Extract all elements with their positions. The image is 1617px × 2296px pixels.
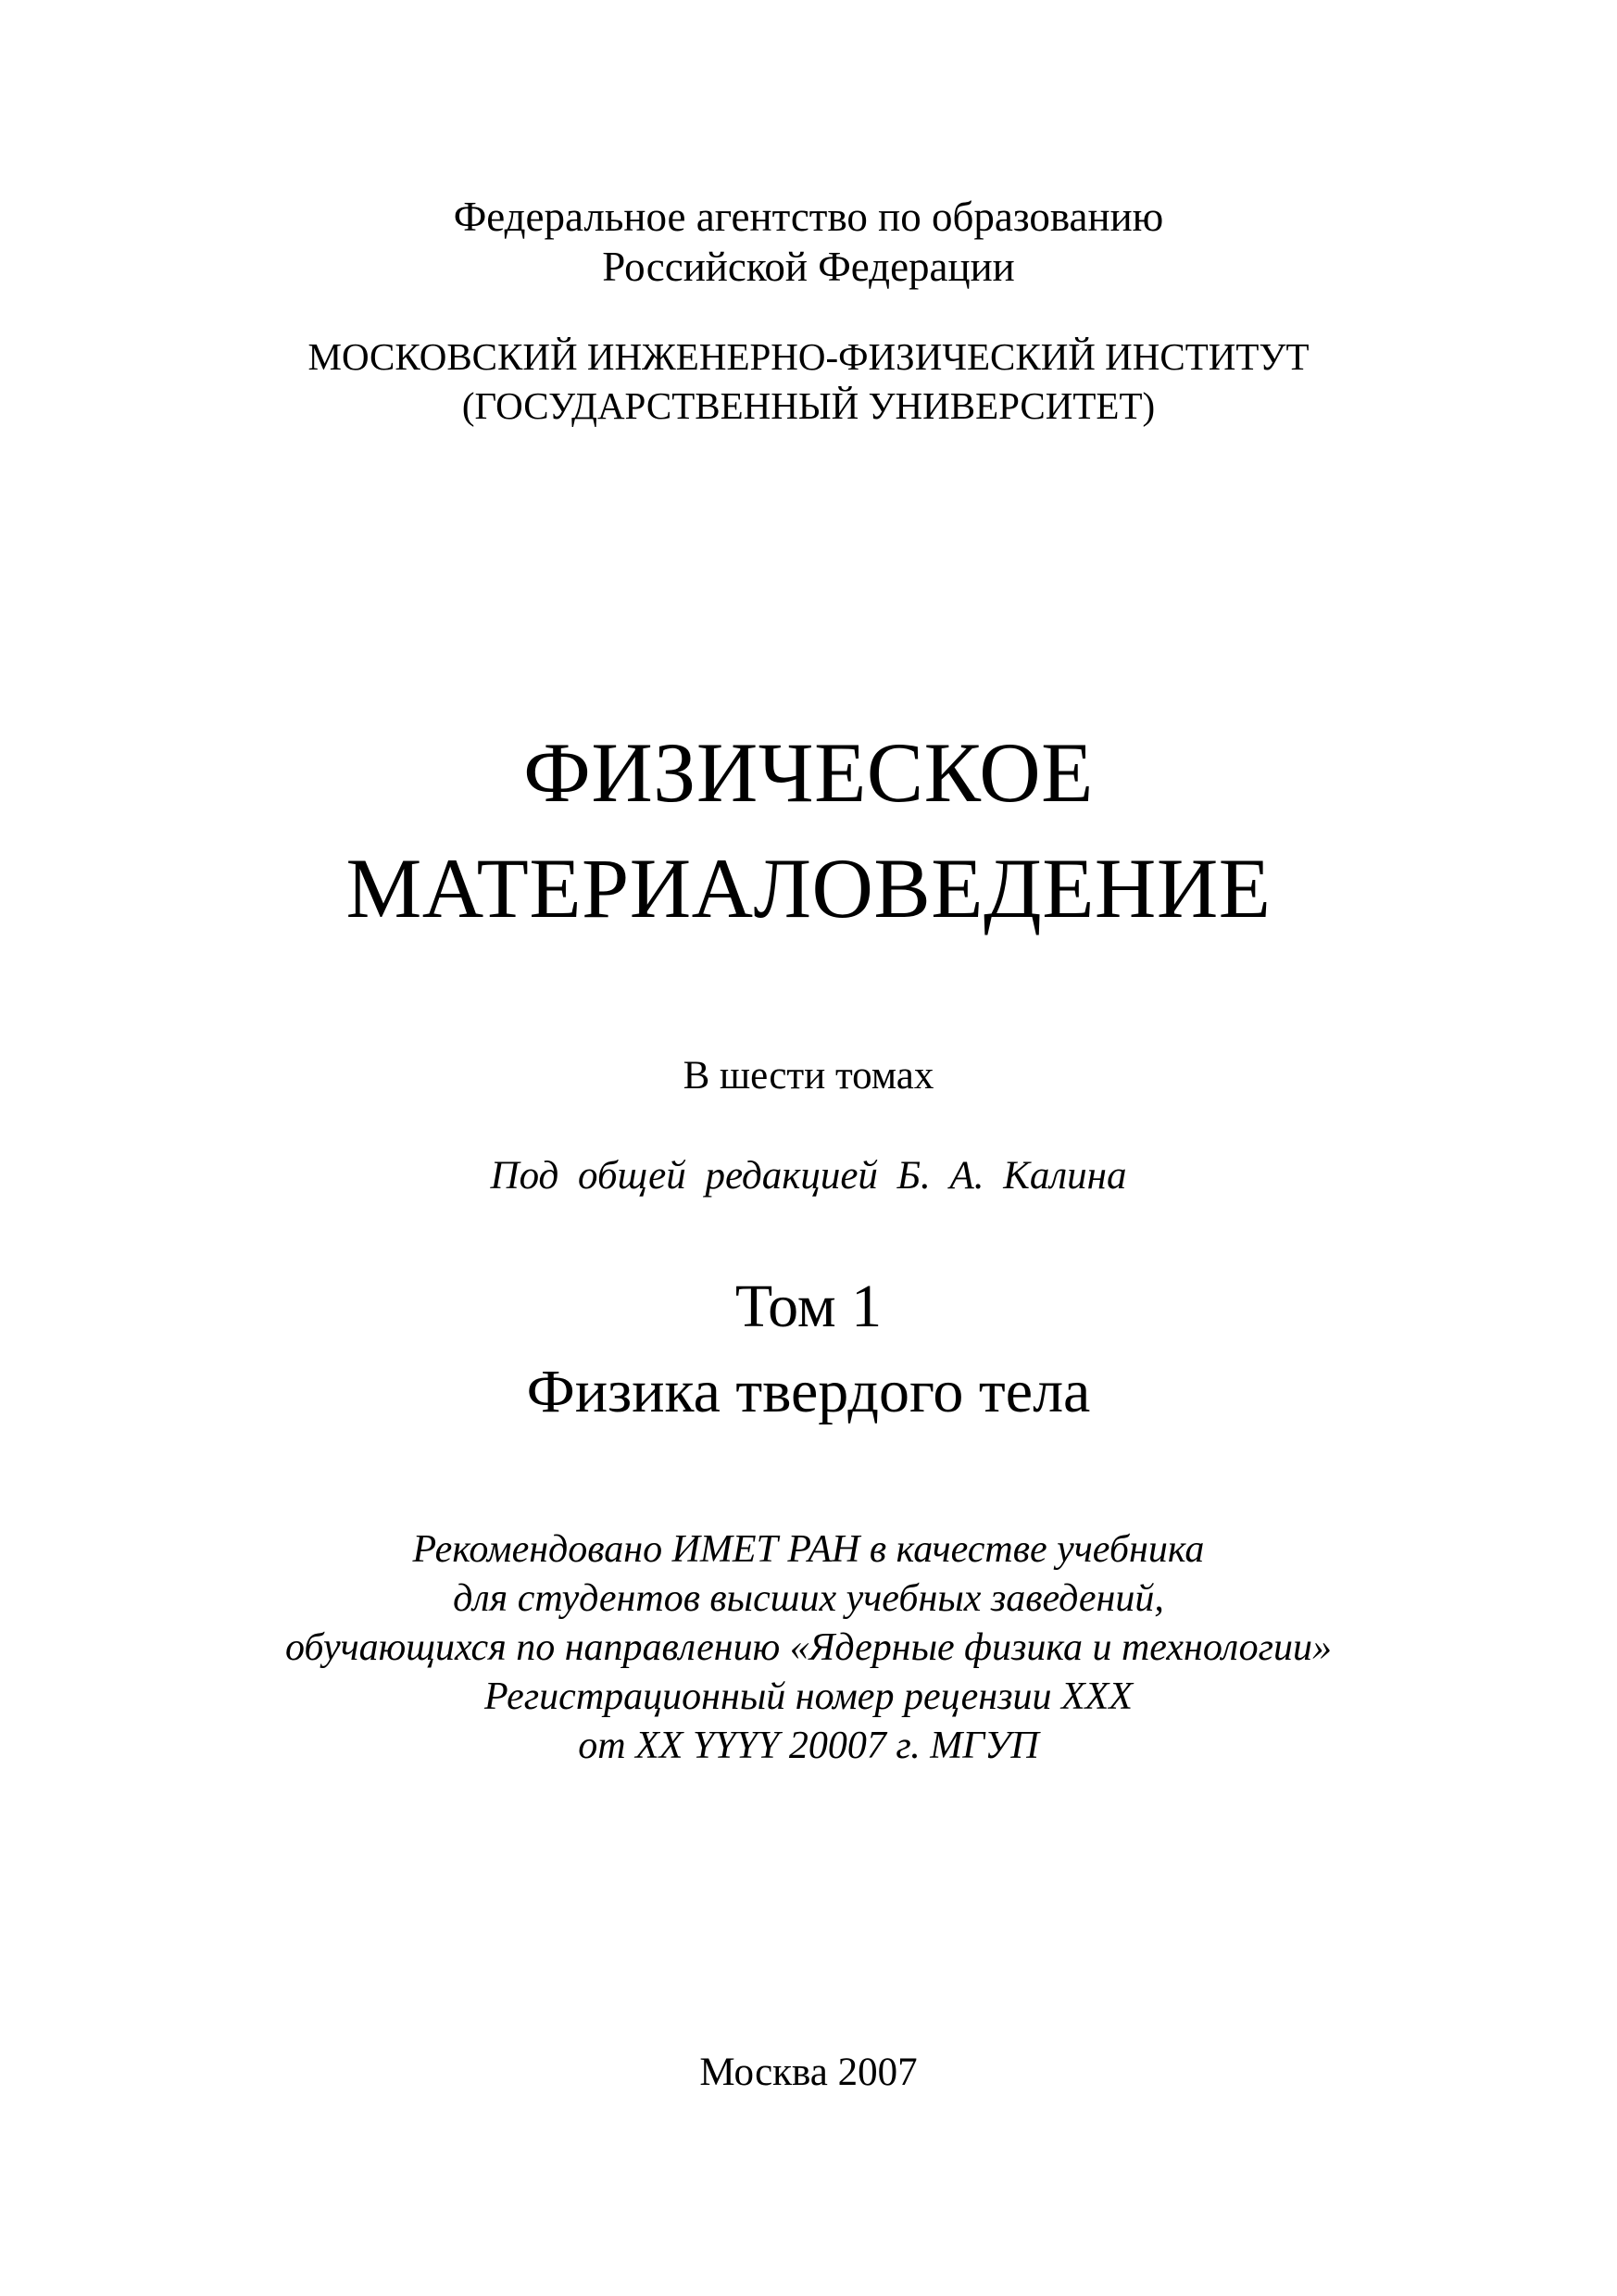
- volume-number: Том 1: [734, 1273, 883, 1340]
- agency-line-2: Российской Федерации: [602, 244, 1015, 290]
- institute-line-2: (ГОСУДАРСТВЕННЫЙ УНИВЕРСИТЕТ): [461, 384, 1156, 427]
- recommendation-line-4: Регистрационный номер рецензии XXX: [484, 1675, 1133, 1718]
- recommendation-line-5: от XX YYYY 20007 г. МГУП: [578, 1725, 1039, 1767]
- recommendation-line-3: обучающихся по направлению «Ядерные физика и технологии»: [284, 1626, 1333, 1669]
- book-title-line-2: МАТЕРИАЛОВЕДЕНИЕ: [345, 841, 1272, 935]
- institute-line-1: МОСКОВСКИЙ ИНЖЕНЕРНО-ФИЗИЧЕСКИЙ ИНСТИТУТ: [307, 335, 1310, 378]
- editor-note: Под общей редакцией Б. А. Калина: [490, 1154, 1127, 1198]
- volumes-note: В шести томах: [683, 1054, 934, 1098]
- imprint-city-year: Москва 2007: [699, 2051, 918, 2094]
- agency-line-1: Федеральное агентство по образованию: [453, 194, 1164, 240]
- volume-subtitle: Физика твердого тела: [526, 1358, 1091, 1425]
- book-title-line-1: ФИЗИЧЕСКОЕ: [523, 725, 1094, 820]
- recommendation-line-1: Рекомендовано ИМЕТ РАН в качестве учебника: [412, 1528, 1205, 1571]
- recommendation-line-2: для студентов высших учебных заведений,: [453, 1577, 1164, 1620]
